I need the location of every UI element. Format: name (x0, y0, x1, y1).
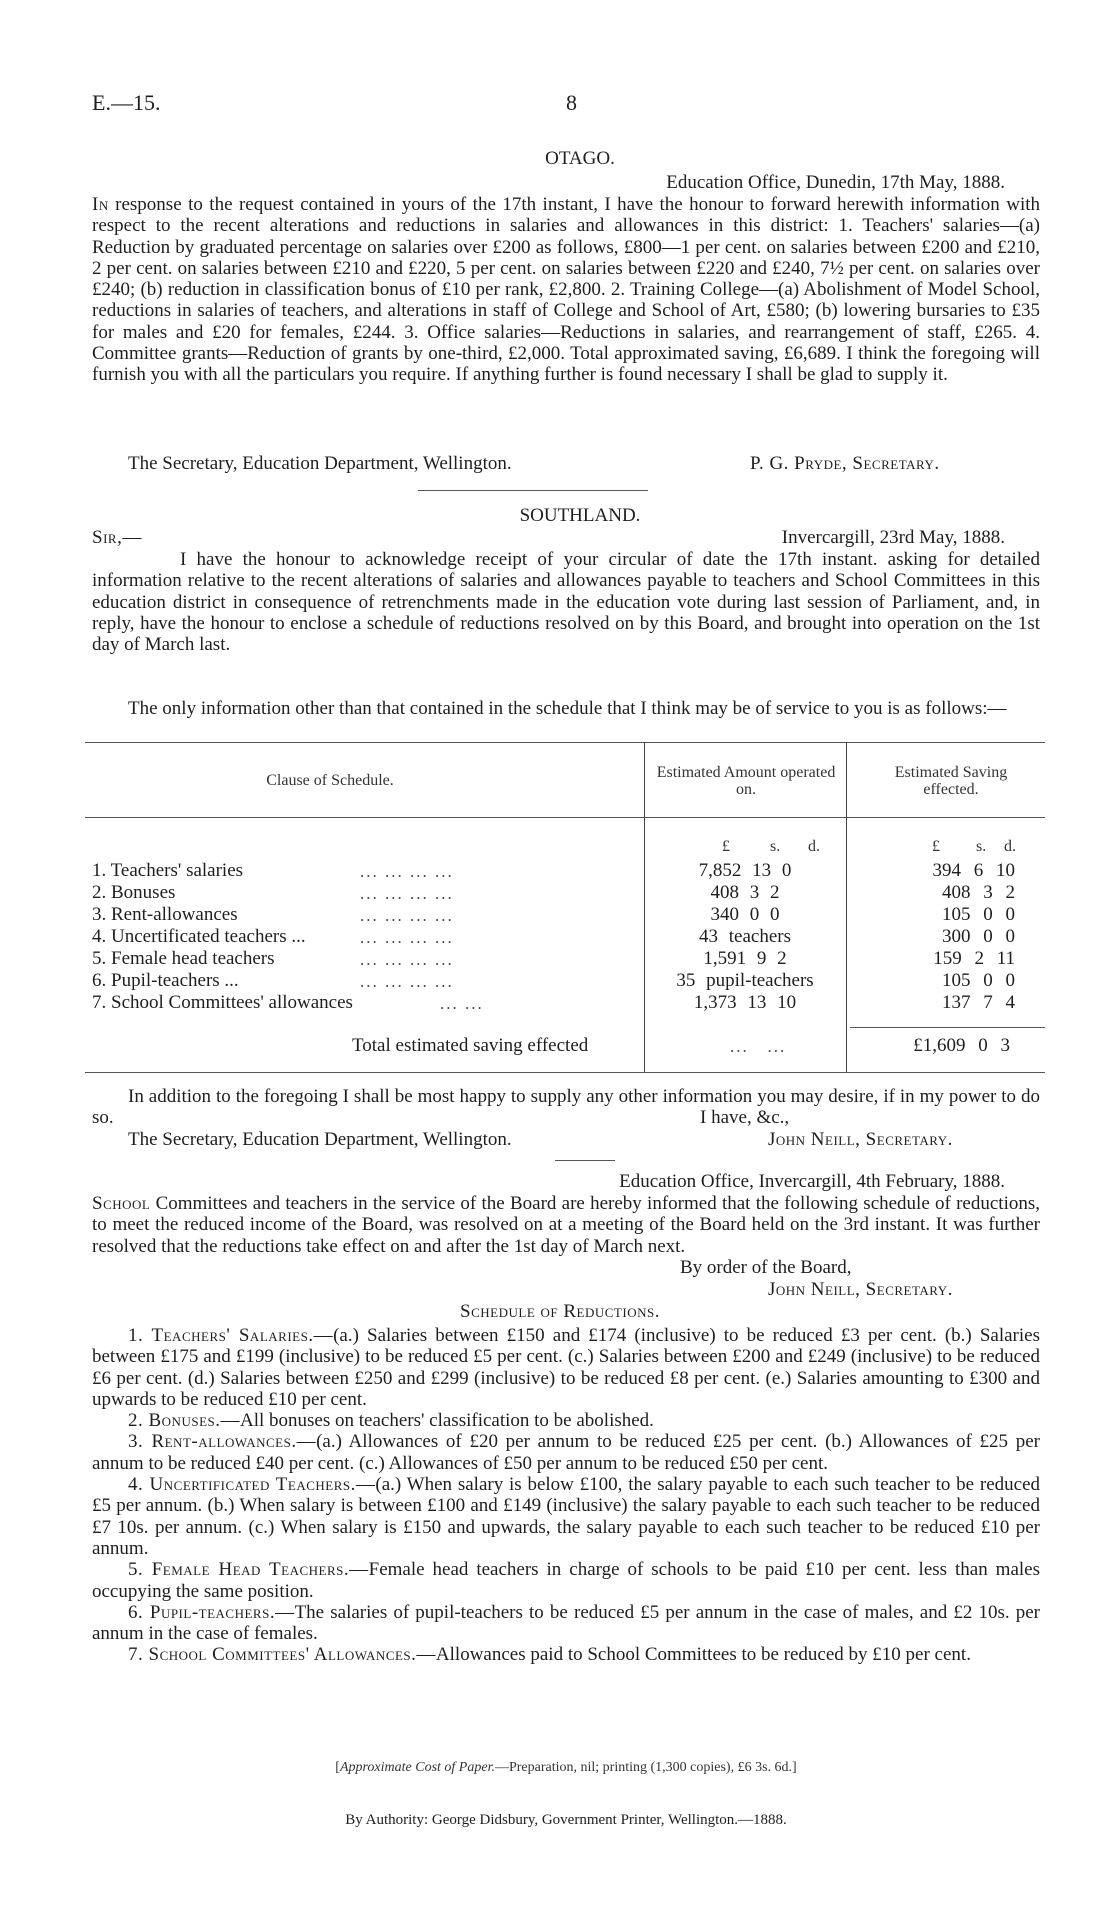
total-label: Total estimated saving effected (352, 1035, 589, 1056)
leader-dots: ... ... ... ... (360, 950, 454, 969)
table-row-amount: 1,591 9 2 (703, 948, 787, 969)
table-row-saving: 105 0 0 (942, 970, 1015, 991)
notice-order: By order of the Board, (680, 1257, 852, 1278)
schedule-item-heading: 5. Female Head Teachers.— (128, 1559, 369, 1581)
notice-signature: John Neill, Secretary. (768, 1279, 953, 1300)
notice-dateline: Education Office, Invercargill, 4th February, 1888. (619, 1171, 1005, 1192)
table-row-label: 7. School Committees' allowances (92, 992, 353, 1013)
schedule-item-heading: 6. Pupil-teachers.— (128, 1601, 295, 1623)
southland-salutation: Sir,— (92, 527, 142, 548)
otago-body-text: response to the request contained in yours of the 17th instant, I have the honour to forward herewith information with respect to the recent alterations and reductions in salaries and allowances in this district: 1. Teachers' salaries—(a) Reduction by graduated percentage on salaries over £200 as follows, £800—1 per cent. on salaries between £200 and £210, 2 per cent. on salaries between £210 and £220, 5 per cent. on salaries between £220 and £240, 7½ per cent. on salaries over £240; (b) reduction in classification bonus of £10 per rank, £2,800. 2. Training College—(a) Abolishment of Model School, reductions in salaries of teachers, and alterations in staff of College and School of Art, £580; (b) lowering bursaries to £35 for males and £20 for females, £244. 3. Office salaries—Reductions in salaries, and rearrangement of staff, £265. 4. Committee grants—Reduction of grants by one-third, £2,000. Total approximated saving, £6,689. I think the foregoing will furnish you with all the particulars you require. If anything further is found necessary I shall be glad to supply it. (92, 194, 1040, 386)
schedule-item-text: Allowances paid to School Committees to be reduced by £10 per cent. (435, 1644, 971, 1666)
document-reference: E.—15. (92, 90, 161, 115)
table-row-amount: 408 3 2 (710, 882, 780, 903)
table-row-label: 5. Female head teachers (92, 948, 275, 969)
otago-body-lead: In (92, 194, 109, 215)
table-row-amount: 1,373 13 10 (693, 992, 797, 1013)
saving-unit-pence: d. (1004, 838, 1016, 855)
schedule-item-heading: 4. Uncertificated Teachers.— (128, 1474, 376, 1496)
cost-note-italic: Approximate Cost of Paper. (339, 1760, 495, 1775)
page-number: 8 (566, 90, 577, 115)
schedule-item-text: (a.) Allowances of £20 per annum to be reduced £25 per cent. (b.) Allowances of £25 per annum to be reduced £40 per cent. (c.) Allowances of £50 per annum to be reduced £50 per cent. (92, 1431, 1040, 1474)
southland-addressee: The Secretary, Education Department, Wellington. (128, 1129, 512, 1150)
otago-heading: OTAGO. (545, 148, 615, 169)
schedule-item (92, 1410, 1040, 1431)
schedule-item (92, 1559, 1040, 1602)
leader-dots: ... ... ... ... (360, 928, 454, 947)
schedule-item-text: The salaries of pupil-teachers to be reduced £5 per annum in the case of males, and £2 10s. per annum in the case of females. (92, 1601, 1040, 1645)
otago-dateline: Education Office, Dunedin, 17th May, 1888. (666, 172, 1005, 193)
schedule-item-text: All bonuses on teachers' classification to be abolished. (240, 1410, 654, 1432)
otago-signature: P. G. Pryde, Secretary. (750, 453, 940, 474)
printer-authority: By Authority: George Didsbury, Government Printer, Wellington.—1888. (345, 1812, 787, 1828)
schedule-item-text: (a.) Salaries between £150 and £174 (inclusive) to be reduced £3 per cent. (b.) Salaries between £175 and £199 (inclusive) to be reduced £5 per cent. (c.) Salaries between £200 and £249 (inclusive) to be reduced £6 per cent. (d.) Salaries between £250 and £299 (inclusive) to be reduced £8 per cent. (e.) Salaries amounting to £300 and upwards to be reduced £10 per cent. (92, 1325, 1040, 1410)
schedule-title: Schedule of Reductions. (460, 1301, 660, 1322)
table-row-saving: 137 7 4 (942, 992, 1015, 1013)
amount-unit-pence: d. (808, 838, 820, 855)
schedule-item-heading: 7. School Committees' Allowances.— (128, 1644, 436, 1666)
schedule-item (92, 1325, 1040, 1410)
table-header-amount: Estimated Amount operated on. (656, 764, 836, 798)
table-row-amount: 43 teachers (699, 926, 791, 947)
otago-letter-body (92, 194, 1040, 386)
leader-dots: ... ... (440, 994, 484, 1013)
schedule-list (92, 1325, 1040, 1666)
table-bottom-rule (85, 1072, 1045, 1073)
notice-lead: School (92, 1193, 151, 1214)
table-row-label: 3. Rent-allowances (92, 904, 238, 925)
southland-dateline: Invercargill, 23rd May, 1888. (781, 527, 1005, 548)
table-row-saving: 394 6 10 (932, 860, 1015, 881)
otago-addressee: The Secretary, Education Department, Wellington. (128, 453, 512, 474)
table-row-amount: 340 0 0 (710, 904, 780, 925)
notice-body (92, 1193, 1040, 1257)
schedule-item-heading: 2. Bonuses.— (128, 1410, 240, 1432)
table-row-label: 2. Bonuses (92, 882, 176, 903)
section-divider (418, 490, 648, 491)
schedule-item (92, 1474, 1040, 1559)
cost-note: [Approximate Cost of Paper.—Preparation, nil; printing (1,300 copies), £6 3s. 6d.] (335, 1760, 797, 1775)
leader-dots: ... ... ... ... (360, 906, 454, 925)
table-row-amount: 7,852 13 0 (698, 860, 792, 881)
southland-heading: SOUTHLAND. (519, 505, 641, 526)
leader-dots: ... ... ... ... (360, 884, 454, 903)
southland-paragraph-3: In addition to the foregoing I shall be most happy to supply any other information you may desire, if in my power to do so. (92, 1086, 1040, 1129)
leader-dots: ... ... (730, 1037, 787, 1056)
schedule-item (92, 1644, 1040, 1665)
southland-signature: John Neill, Secretary. (768, 1129, 953, 1150)
schedule-item (92, 1431, 1040, 1474)
southland-paragraph-1: I have the honour to acknowledge receipt of your circular of date the 17th instant. asking for detailed information relative to the recent alterations of salaries and allowances payable to teachers and School Committees in this education district in consequence of retrenchments made in the education vote during last session of Parliament, and, in reply, have the honour to enclose a schedule of reductions resolved on by this Board, and brought into operation on the 1st day of March last. (92, 549, 1040, 656)
saving-unit-pounds: £ (932, 838, 940, 855)
table-row-label: 4. Uncertificated teachers ... (92, 926, 306, 947)
table-row-amount: 35 pupil-teachers (676, 970, 814, 991)
table-column-divider (644, 742, 645, 1072)
schedule-item-text: (a.) When salary is below £100, the salary payable to each such teacher to be reduced £5 per annum. (b.) When salary is between £100 and £149 (inclusive) the salary payable to each such teacher to be reduced £7 10s. per annum. (c.) When salary is £150 and upwards, the salary payable to each such teacher to be reduced £10 per annum. (92, 1474, 1041, 1559)
leader-dots: ... ... ... ... (360, 862, 454, 881)
table-row-label: 1. Teachers' salaries (92, 860, 244, 881)
saving-unit-shillings: s. (976, 838, 987, 855)
cost-note-text: —Preparation, nil; printing (1,300 copies), £6 3s. 6d. (494, 1760, 793, 1775)
schedule-item-heading: 1. Teachers' Salaries.— (128, 1325, 334, 1346)
table-row-saving: 408 3 2 (942, 882, 1015, 903)
table-header-saving: Estimated Saving effected. (894, 764, 1008, 798)
amount-unit-shillings: s. (770, 838, 781, 855)
amount-unit-pounds: £ (722, 838, 730, 855)
leader-dots: ... ... ... ... (360, 972, 454, 991)
table-row-saving: 300 0 0 (942, 926, 1015, 947)
total-rule (850, 1027, 1045, 1028)
schedule-item-heading: 3. Rent-allowances.— (128, 1431, 317, 1453)
notice-body-text: Committees and teachers in the service of the Board are hereby informed that the following schedule of reductions, to meet the reduced income of the Board, was resolved on at a meeting of the Board held on the 3rd instant. It was further resolved that the reductions take effect on and after the 1st day of March next. (92, 1193, 1041, 1257)
southland-paragraph-2: The only information other than that contained in the schedule that I think may be of service to you is as follows:— (128, 698, 1007, 719)
table-row-saving: 105 0 0 (942, 904, 1015, 925)
table-row-label: 6. Pupil-teachers ... (92, 970, 239, 991)
table-row-saving: 159 2 11 (933, 948, 1015, 969)
southland-closing: I have, &c., (700, 1107, 790, 1128)
schedule-item (92, 1602, 1040, 1645)
table-column-divider (846, 742, 847, 1072)
table-header-rule (85, 817, 1045, 818)
short-divider (555, 1160, 615, 1161)
table-header-clause: Clause of Schedule. (266, 772, 394, 789)
schedule-item-text: Female head teachers in charge of schools to be paid £10 per cent. less than males occupying the same position. (92, 1559, 1040, 1602)
total-value: £1,609 0 3 (913, 1035, 1010, 1056)
table-top-rule (85, 742, 1045, 743)
